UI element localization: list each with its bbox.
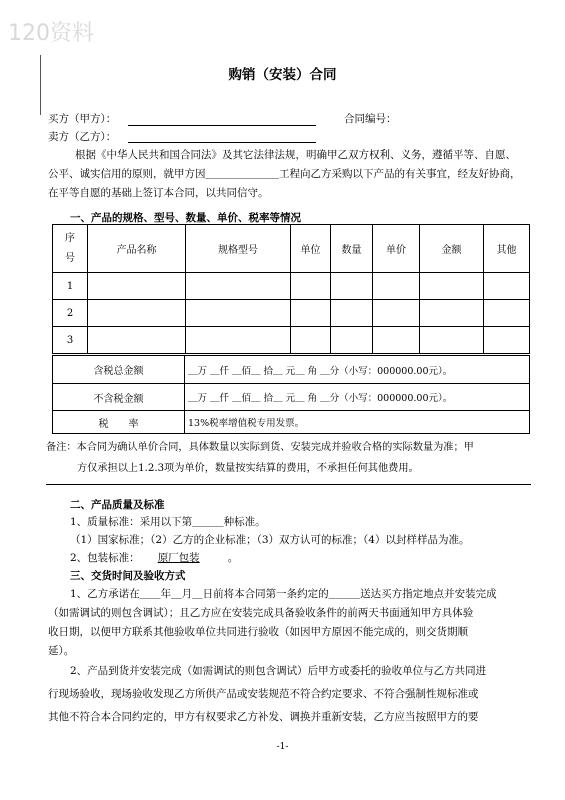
header-index: 序号: [65, 232, 75, 264]
p1-line-4: 延）。: [48, 645, 75, 657]
note-line-1: 备注：本合同为确认单价合同，具体数量以实际到货、安装完成并验收合格的实际数量为准；甲: [46, 442, 474, 453]
acceptance-paragraph: [48, 660, 528, 729]
col-index: [53, 225, 88, 273]
product-table-header: [53, 225, 530, 273]
p1-line-1: 1、乙方承诺在＿＿年＿月＿日前将本合同第一条约定的＿＿＿送达买方指定地点并安装完成: [70, 588, 497, 600]
col-unit: 单位: [291, 225, 331, 273]
col-name: 产品名称: [88, 225, 186, 273]
row-index: 2: [53, 300, 88, 327]
watermark: 120资料: [8, 21, 94, 46]
no-tax-row: [53, 384, 530, 411]
row-index: 1: [53, 273, 88, 300]
seller-label: 卖方（乙方）：: [48, 131, 117, 143]
col-amount: 金额: [420, 225, 484, 273]
col-qty: 数量: [331, 225, 373, 273]
packaging-end: 。: [227, 552, 239, 564]
note-line-2: 方仅承担以上1.2.3项为单价，数量按实结算的费用，不承担任何其他费用。: [77, 463, 419, 474]
p2-line-1: 2、产品到货并安装完成（如需调试的则包含调试）后甲方或委托的验收单位与乙方共同进: [70, 665, 487, 677]
seller-underline: [128, 142, 316, 143]
quality-options: （1）国家标准；（2）乙方的企业标准；（3）双方认可的标准；（4）以封样样品为准。: [70, 534, 470, 546]
table-row: [53, 273, 530, 300]
col-other: 其他: [484, 225, 530, 273]
p1-line-3: 收日期，以便甲方联系其他验收单位共同进行验收（如因甲方原因不能完成的，则交货期顺: [48, 626, 468, 638]
tax-total-label: 含税总金额: [53, 356, 185, 384]
section2-heading: 二、产品质量及标准: [70, 499, 165, 511]
packaging-label: 2、包装标准：: [70, 552, 140, 564]
section1-heading: 一、产品的规格、型号、数量、单价、税率等情况: [70, 212, 301, 224]
col-price: 单价: [373, 225, 420, 273]
note-divider: [46, 484, 531, 485]
note-block: [46, 437, 533, 479]
contract-title: 购销（安装）合同: [228, 67, 337, 83]
tax-rate-label: 税 率: [53, 411, 185, 434]
section3-heading: 三、交货时间及验收方式: [70, 570, 186, 582]
buyer-label: 买方（甲方）：: [48, 113, 117, 125]
table-row: [53, 327, 530, 354]
tax-total-row: [53, 356, 530, 384]
col-spec: 规格型号: [186, 225, 291, 273]
tax-total-value: ＿万 ＿仟 ＿佰＿ 拾＿ 元＿ 角 ＿分（小写：000000.00元）。: [185, 356, 530, 384]
contract-no-label: 合同编号：: [344, 113, 397, 125]
table-row: [53, 300, 530, 327]
delivery-paragraph: [48, 585, 528, 661]
page-number: -1-: [276, 742, 289, 752]
row-index: 3: [53, 327, 88, 354]
p2-line-3: 其他不符合本合同约定的，甲方有权要求乙方补发、调换并重新安装，乙方应当按照甲方的要: [48, 711, 479, 723]
packaging-value: 原厂包装: [157, 552, 200, 564]
product-table: [52, 224, 530, 354]
tax-rate-value: 13%税率增值税专用发票。: [185, 411, 530, 434]
packaging-line: [70, 551, 238, 565]
p1-line-2: （如需调试的则包含调试）；且乙方应在安装完成具备验收条件的前两天书面通知甲方具体验: [48, 607, 474, 619]
buyer-underline: [128, 125, 316, 126]
quality-standard: 1、质量标准：采用以下第＿＿＿种标准。: [70, 516, 266, 528]
amount-table: [52, 355, 530, 434]
intro-paragraph: 根据《中华人民共和国合同法》及其它法律法规，明确甲乙双方权利、义务，遵循平等、自愿、公平、诚实信用的原则，就甲方因＿＿＿＿＿＿＿工程向乙方采购以下产品的有关事宜，经友好协商，在平等自愿的基础上签订本合同，以共同信守。: [48, 149, 521, 199]
no-tax-label: 不含税金额: [53, 384, 185, 411]
tax-rate-row: [53, 411, 530, 434]
p2-line-2: 行现场验收，现场验收发现乙方所供产品或安装规范不符合约定要求、不符合强制性规标准或: [48, 688, 479, 700]
no-tax-value: ＿万 ＿仟 ＿佰＿ 拾＿ 元＿ 角 ＿分（小写：000000.00元）。: [185, 384, 530, 411]
